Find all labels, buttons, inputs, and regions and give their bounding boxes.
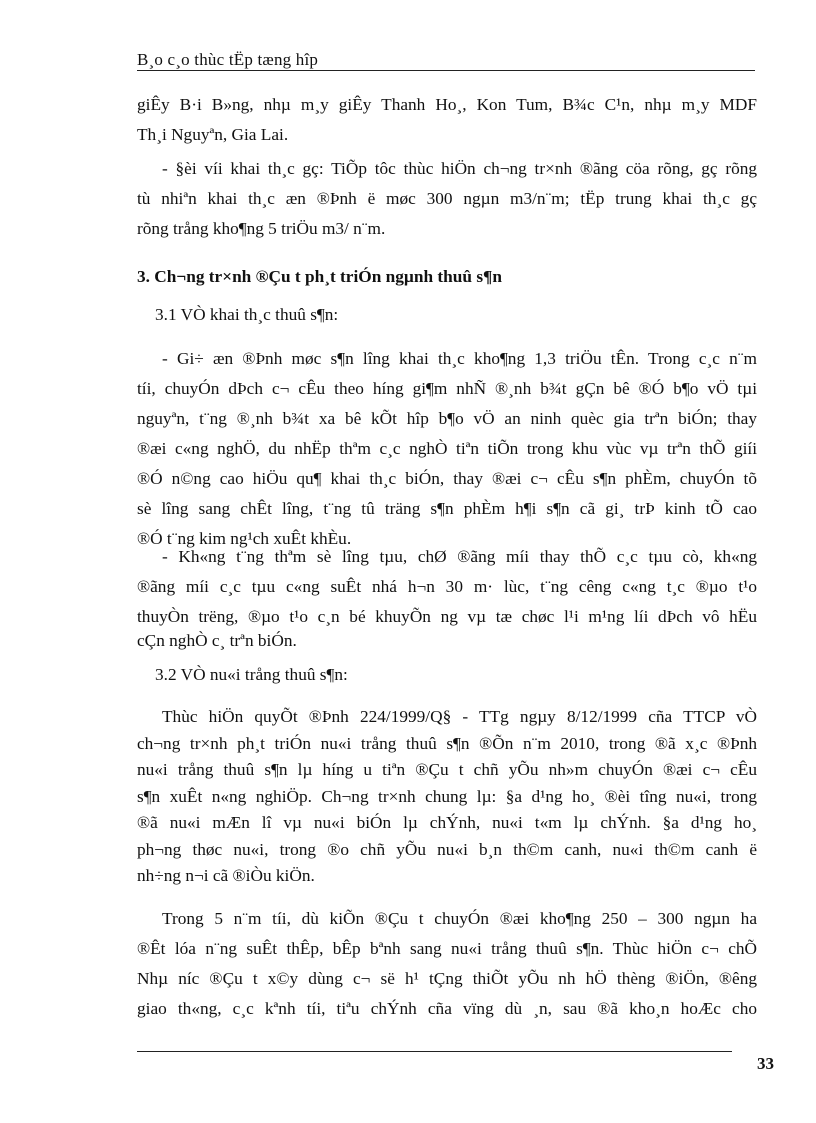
text-line: ®Ó n©ng cao hiÖu qu¶ khai th¸c biÓn, thay ®æi c¬ cÊu s¶n phÈm, chuyÓn tõ (137, 469, 757, 488)
text-line: thuyÒn trëng, ®µo t¹o c¸n bé khuyÕn ng vµ tæ chøc l¹i m¹ng líi dÞch vô hËu (137, 607, 757, 626)
subsection-heading: 3.2 VÒ nu«i trång thuû s¶n: (155, 665, 348, 684)
text-line: ®Êt lóa n¨ng suÊt thÊp, bÊp bªnh sang nu«i trång thuû s¶n. Thùc hiÖn c¬ chÕ (137, 939, 757, 958)
text-line: Thùc hiÖn quyÕt ®Þnh 224/1999/Q§ - TTg ngµy 8/12/1999 cña TTCP vÒ (162, 707, 757, 726)
subsection-heading: 3.1 VÒ khai th¸c thuû s¶n: (155, 305, 339, 324)
header-rule (137, 70, 755, 71)
text-line: - Kh«ng t¨ng thªm sè lîng tµu, chØ ®ãng míi thay thÕ c¸c tµu cò, kh«ng (162, 547, 757, 566)
text-line: - Gi÷ æn ®Þnh møc s¶n lîng khai th¸c kho¶ng 1,3 triÖu tÊn. Trong c¸c n¨m (162, 349, 757, 368)
text-line: nu«i trång thuû s¶n lµ híng u tiªn ®Çu t chñ yÕu nh»m chuyÓn ®æi c¬ cÊu (137, 760, 757, 779)
footer-rule (137, 1051, 732, 1052)
text-line: ph¬ng thøc nu«i, trong ®o chñ yÕu nu«i b¸n th©m canh, nu«i th©m canh ë (137, 839, 757, 859)
text-line: tù nhiªn khai th¸c æn ®Þnh ë møc 300 ngµn m3/n¨m; tËp trung khai th¸c gç (137, 189, 757, 208)
text-line: sè lîng sang chÊt lîng, t¨ng tû träng s¶n phÈm h¶i s¶n cã gi¸ trÞ kinh tÕ cao (137, 499, 757, 518)
text-line: ®ãng míi c¸c tµu c«ng suÊt nhá h¬n 30 m· lùc, t¨ng cêng c«ng t¸c ®µo t¹o (137, 577, 757, 596)
header-title: B¸o c¸o thùc tËp tæng hîp (137, 50, 319, 69)
text-line: nh÷ng n¬i cã ®iÒu kiÖn. (137, 866, 315, 885)
text-line: rõng trång kho¶ng 5 triÖu m3/ n¨m. (137, 219, 386, 238)
text-line: giÊy B·i B»ng, nhµ m¸y giÊy Thanh Ho¸, Kon Tum, B¾c C¹n, nhµ m¸y MDF (137, 95, 757, 114)
text-line: s¶n xuÊt n«ng nghiÖp. Ch¬ng tr×nh chung lµ: §a d¹ng ho¸ ®èi tîng nu«i, trong (137, 786, 757, 806)
section-heading: 3. Ch¬ng tr×nh ®Çu t ph¸t triÓn ngµnh thuû s¶n (137, 267, 502, 286)
text-line: tíi, chuyÓn dÞch c¬ cÊu theo híng gi¶m nhÑ ®¸nh b¾t gÇn bê ®Ó b¶o vÖ tµi (137, 379, 757, 398)
text-line: ®ã nu«i mÆn lî vµ nu«i biÓn lµ chÝnh, nu«i t«m lµ chÝnh. §a d¹ng ho¸ (137, 813, 757, 832)
text-line: giao th«ng, c¸c kªnh tíi, tiªu chÝnh cña vïng dù ¸n, sau ®ã kho¸n hoÆc cho (137, 999, 757, 1018)
text-line: ®Ó t¨ng kim ng¹ch xuÊt khÈu. (137, 529, 352, 548)
text-line: ch¬ng tr×nh ph¸t triÓn nu«i trång thuû s¶n ®Õn n¨m 2010, trong ®ã x¸c ®Þnh (137, 733, 757, 753)
page-number: 33 (757, 1054, 774, 1073)
text-line: cÇn nghÒ c¸ trªn biÓn. (137, 631, 297, 650)
text-line: nguyªn, t¨ng ®¸nh b¾t xa bê kÕt hîp b¶o vÖ an ninh quèc gia trªn biÓn; thay (137, 409, 757, 428)
text-line: - §èi víi khai th¸c gç: TiÕp tôc thùc hiÖn ch¬ng tr×nh ®ãng cöa rõng, gç rõng (162, 159, 757, 178)
text-line: Trong 5 n¨m tíi, dù kiÕn ®Çu t chuyÓn ®æi kho¶ng 250 – 300 ngµn ha (162, 909, 757, 928)
text-line: Nhµ níc ®Çu t x©y dùng c¬ së h¹ tÇng thiÕt yÕu nh hÖ thèng ®iÖn, ®êng (137, 969, 757, 988)
text-line: Th¸i Nguyªn, Gia Lai. (137, 125, 289, 144)
text-line: ®æi c«ng nghÖ, du nhËp thªm c¸c nghÒ tiªn tiÕn trong khu vùc vµ trªn thÕ giíi (137, 439, 757, 458)
